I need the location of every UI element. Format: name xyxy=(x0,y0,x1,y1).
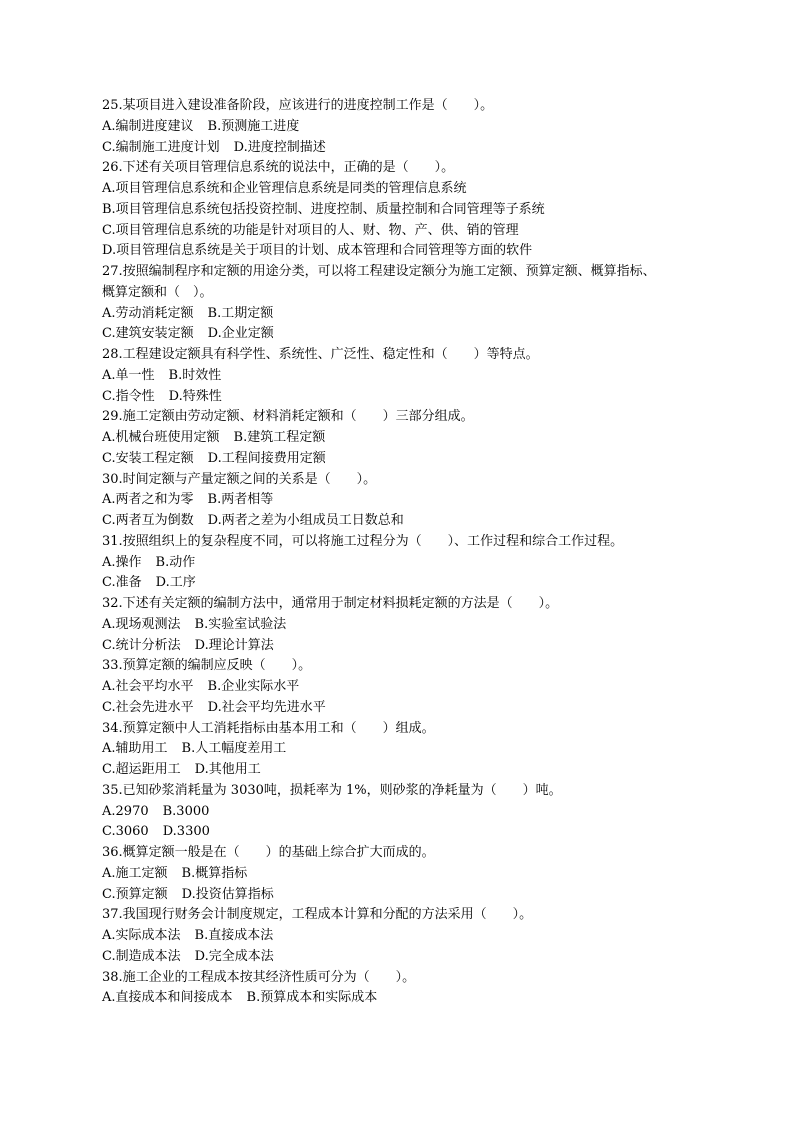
answer-option: A.两者之和为零 xyxy=(102,492,194,508)
question-stem: 30.时间定额与产量定额之间的关系是（ ）。 xyxy=(102,471,377,487)
answer-option: B.建筑工程定额 xyxy=(233,430,326,445)
answer-option: A.2970 xyxy=(102,803,149,819)
answer-option: A.现场观测法 xyxy=(102,616,181,632)
answer-option: D.两者之差为小组成员工日数总和 xyxy=(207,513,404,528)
option-row xyxy=(102,449,702,470)
option-row xyxy=(102,179,702,200)
option-row xyxy=(102,864,702,885)
option-row xyxy=(102,428,702,449)
question-stem: 29.施工定额由劳动定额、材料消耗定额和（ ）三部分组成。 xyxy=(102,409,474,425)
option-row xyxy=(102,573,702,594)
question-stem: 35.已知砂浆消耗量为 3030吨，损耗率为 1%，则砂浆的净耗量为（ ）吨。 xyxy=(102,782,562,798)
option-row xyxy=(102,138,702,159)
question-stem: 25.某项目进入建设准备阶段，应该进行的进度控制工作是（ ）。 xyxy=(102,98,494,113)
option-row xyxy=(102,636,702,657)
answer-option: C.安装工程定额 xyxy=(102,450,194,466)
option-row xyxy=(102,387,702,408)
exam-page xyxy=(102,96,702,1009)
option-row xyxy=(102,885,702,906)
option-row xyxy=(102,802,702,823)
question-stem: 34.预算定额中人工消耗指标由基本用工和（ ）组成。 xyxy=(102,720,435,736)
answer-option: C.项目管理信息系统的功能是针对项目的人、财、物、产、供、销的管理 xyxy=(102,222,519,238)
answer-option: B.概算指标 xyxy=(181,865,248,881)
answer-option: C.指令性 xyxy=(102,388,155,404)
answer-option: B.直接成本法 xyxy=(194,928,274,943)
answer-option: A.单一性 xyxy=(102,367,155,383)
answer-option: B.时效性 xyxy=(168,367,222,383)
answer-option: A.社会平均水平 xyxy=(102,679,194,694)
answer-option: C.制造成本法 xyxy=(102,948,181,964)
option-row xyxy=(102,241,702,262)
option-row xyxy=(102,739,702,760)
answer-option: B.预测施工进度 xyxy=(207,118,300,134)
question-stem: 32.下述有关定额的编制方法中，通常用于制定材料损耗定额的方法是（ ）。 xyxy=(102,596,559,611)
answer-option: D.进度控制描述 xyxy=(233,139,326,155)
answer-option: C.建筑安装定额 xyxy=(102,326,194,342)
answer-option: A.实际成本法 xyxy=(102,928,181,943)
question-stem: 27.按照编制程序和定额的用途分类，可以将工程建设定额分为施工定额、预算定额、概算指标、 xyxy=(102,264,656,279)
answer-option: C.准备 xyxy=(102,575,142,591)
answer-option: D.社会平均先进水平 xyxy=(207,699,326,715)
option-row xyxy=(102,200,702,221)
option-row xyxy=(102,511,702,532)
option-row xyxy=(102,324,702,345)
answer-option: B.动作 xyxy=(155,554,196,570)
option-row xyxy=(102,490,702,511)
answer-option: A.操作 xyxy=(102,554,142,570)
question-stem-continued: 概算定额和（ ）。 xyxy=(102,284,213,300)
option-row xyxy=(102,698,702,719)
answer-option: D.企业定额 xyxy=(207,326,274,342)
answer-option: C.3060 xyxy=(102,824,149,840)
question-stem: 37.我国现行财务会计制度规定，工程成本计算和分配的方法采用（ ）。 xyxy=(102,907,533,923)
answer-option: A.劳动消耗定额 xyxy=(102,305,194,321)
answer-option: B.人工幅度差用工 xyxy=(181,741,287,757)
answer-option: A.直接成本和间接成本 xyxy=(102,990,233,1006)
answer-option: A.机械台班使用定额 xyxy=(102,430,220,445)
answer-option: D.投资估算指标 xyxy=(181,886,274,902)
answer-option: C.编制施工进度计划 xyxy=(102,139,220,155)
answer-option: A.项目管理信息系统和企业管理信息系统是同类的管理信息系统 xyxy=(102,181,467,196)
answer-option: B.工期定额 xyxy=(207,305,274,321)
answer-option: D.项目管理信息系统是关于项目的计划、成本管理和合同管理等方面的软件 xyxy=(102,243,533,259)
option-row xyxy=(102,677,702,698)
answer-option: D.特殊性 xyxy=(168,388,222,404)
question-stem: 28.工程建设定额具有科学性、系统性、广泛性、稳定性和（ ）等特点。 xyxy=(102,347,539,362)
answer-option: D.完全成本法 xyxy=(194,948,274,964)
option-row xyxy=(102,822,702,843)
option-row xyxy=(102,926,702,947)
option-row xyxy=(102,615,702,636)
answer-option: C.统计分析法 xyxy=(102,637,181,653)
answer-option: D.3300 xyxy=(162,824,210,840)
option-row xyxy=(102,221,702,242)
answer-option: D.理论计算法 xyxy=(194,637,274,653)
answer-option: A.辅助用工 xyxy=(102,741,168,757)
option-row xyxy=(102,760,702,781)
answer-option: D.工序 xyxy=(155,575,196,591)
option-row xyxy=(102,304,702,325)
option-row xyxy=(102,947,702,968)
answer-option: B.实验室试验法 xyxy=(194,616,287,632)
question-stem: 38.施工企业的工程成本按其经济性质可分为（ ）。 xyxy=(102,969,416,985)
answer-option: A.施工定额 xyxy=(102,865,168,881)
question-stem: 36.概算定额一般是在（ ）的基础上综合扩大而成的。 xyxy=(102,845,435,860)
answer-option: B.3000 xyxy=(162,803,210,819)
question-stem: 33.预算定额的编制应反映（ ）。 xyxy=(102,658,312,674)
option-row xyxy=(102,366,702,387)
answer-option: B.预算成本和实际成本 xyxy=(246,990,378,1006)
answer-option: A.编制进度建议 xyxy=(102,118,194,134)
option-row xyxy=(102,553,702,574)
option-row xyxy=(102,988,702,1009)
option-row xyxy=(102,117,702,138)
answer-option: B.企业实际水平 xyxy=(207,679,300,694)
question-stem: 26.下述有关项目管理信息系统的说法中，正确的是（ ）。 xyxy=(102,160,455,176)
answer-option: D.其他用工 xyxy=(194,762,261,777)
answer-option: C.预算定额 xyxy=(102,886,168,902)
answer-option: B.项目管理信息系统包括投资控制、进度控制、质量控制和合同管理等子系统 xyxy=(102,201,545,217)
answer-option: D.工程间接费用定额 xyxy=(207,450,326,466)
answer-option: C.超运距用工 xyxy=(102,762,181,777)
answer-option: C.两者互为倒数 xyxy=(102,513,194,528)
answer-option: C.社会先进水平 xyxy=(102,699,194,715)
question-stem: 31.按照组织上的复杂程度不同，可以将施工过程分为（ ）、工作过程和综合工作过程。 xyxy=(102,533,624,549)
answer-option: B.两者相等 xyxy=(207,492,274,508)
